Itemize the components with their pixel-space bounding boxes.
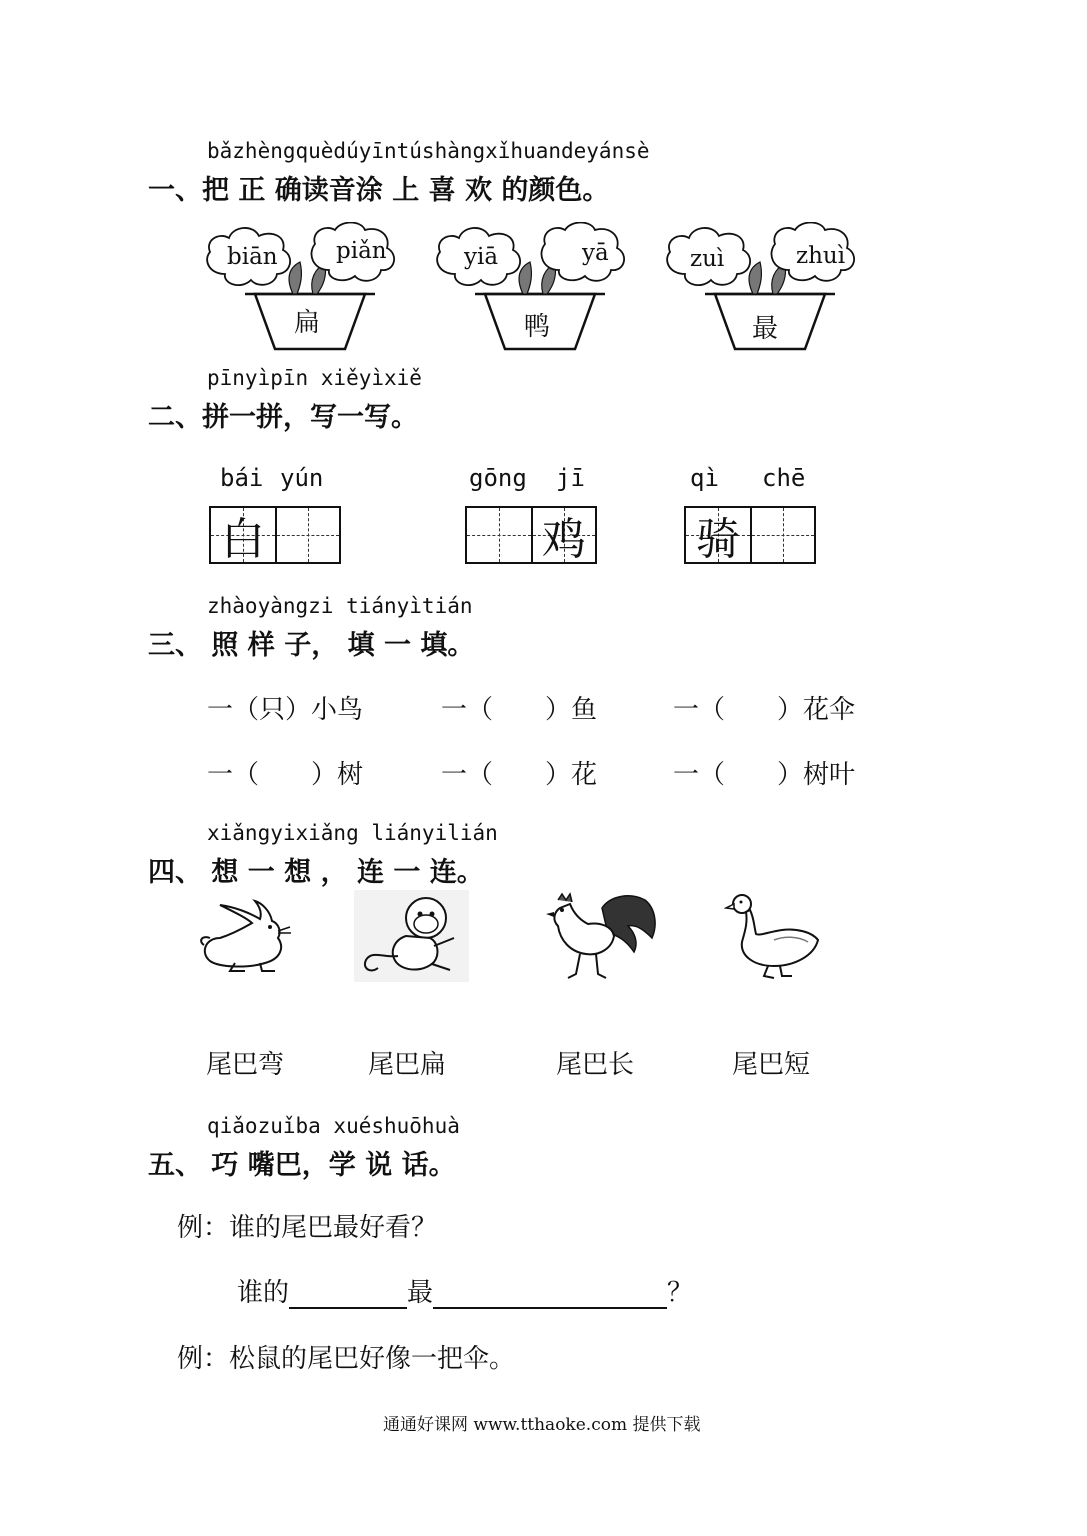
pot2-char: 鸭 <box>524 312 551 342</box>
pot3-left-pinyin: zuì <box>690 246 725 272</box>
rabbit-icon <box>190 893 300 973</box>
word1-grid <box>209 506 341 564</box>
fill-suffix: ？ <box>667 1278 694 1308</box>
pot1-left-pinyin: biān <box>227 244 278 270</box>
section5-pinyin: qiǎozuǐba xuéshuōhuà <box>207 1114 460 1138</box>
rooster-icon <box>540 890 660 982</box>
pot2-right-pinyin: yā <box>582 240 609 266</box>
pot3-right-pinyin: zhuì <box>796 243 846 269</box>
section1-heading: 一、把 正 确读音涂 上 喜 欢 的颜色。 <box>148 175 610 206</box>
word1-cell1 <box>211 508 275 565</box>
tail-long: 尾巴长 <box>556 1050 635 1080</box>
word2-char2: 鸡 <box>542 514 586 565</box>
fill-row1-item3: 一（ ）花伞 <box>673 695 856 725</box>
word2-cell1 <box>467 508 531 562</box>
word3-cell2 <box>750 508 814 562</box>
fill-blank-1[interactable] <box>289 1277 407 1309</box>
word3-cell1 <box>686 508 750 565</box>
word1-char1: 白 <box>221 514 265 565</box>
fill-row2-item2: 一（ ）花 <box>441 760 598 790</box>
word3-grid <box>684 506 816 564</box>
tail-short: 尾巴短 <box>732 1050 811 1080</box>
fill-row1-item2: 一（ ）鱼 <box>441 695 598 725</box>
fill-row1-item1: 一（只）小鸟 <box>207 695 364 725</box>
word3-pinyin1: qì <box>690 464 719 492</box>
word1-pinyin2: yún <box>280 464 324 492</box>
word1-pinyin1: bái <box>220 464 264 492</box>
word2-pinyin1: gōng <box>469 464 527 492</box>
fill-middle: 最 <box>407 1278 434 1308</box>
section4-heading: 四、 想 一 想 ， 连 一 连。 <box>148 857 484 888</box>
fill-prefix: 谁的 <box>237 1278 290 1308</box>
tail-flat: 尾巴扁 <box>368 1050 447 1080</box>
pot1-char: 扁 <box>294 308 321 338</box>
word2-cell2 <box>531 508 595 565</box>
section3-heading: 三、 照 样 子， 填 一 填。 <box>148 630 475 661</box>
example1: 例：谁的尾巴最好看？ <box>177 1213 438 1243</box>
fill-sentence <box>237 1272 693 1309</box>
fill-blank-2[interactable] <box>433 1277 667 1309</box>
section1-pinyin: bǎzhèngquèdúyīntúshàngxǐhuandeyánsè <box>207 139 650 163</box>
section5-heading: 五、 巧 嘴巴，学 说 话。 <box>148 1150 456 1181</box>
section2-heading: 二、拼一拼，写一写。 <box>148 402 418 433</box>
word3-pinyin2: chē <box>762 464 806 492</box>
section2-pinyin: pīnyìpīn xiěyìxiě <box>207 366 422 390</box>
word2-pinyin2: jī <box>556 464 585 492</box>
pot2-left-pinyin: yiā <box>464 244 499 270</box>
pot1-right-pinyin: piǎn <box>336 238 387 264</box>
word3-char1: 骑 <box>696 514 740 565</box>
duck-icon <box>724 890 824 982</box>
fill-row2-item1: 一（ ）树 <box>207 760 364 790</box>
word1-cell2 <box>275 508 339 562</box>
section4-pinyin: xiǎngyixiǎng liányilián <box>207 821 498 845</box>
example2: 例：松鼠的尾巴好像一把伞。 <box>177 1344 516 1374</box>
footer-text: 通通好课网 www.tthaoke.com 提供下载 <box>383 1415 701 1435</box>
monkey-icon <box>354 890 469 982</box>
section3-pinyin: zhàoyàngzi tiányìtián <box>207 594 473 618</box>
tail-curved: 尾巴弯 <box>206 1050 285 1080</box>
pot3-char: 最 <box>752 314 779 344</box>
word2-grid <box>465 506 597 564</box>
fill-row2-item3: 一（ ）树叶 <box>673 760 856 790</box>
